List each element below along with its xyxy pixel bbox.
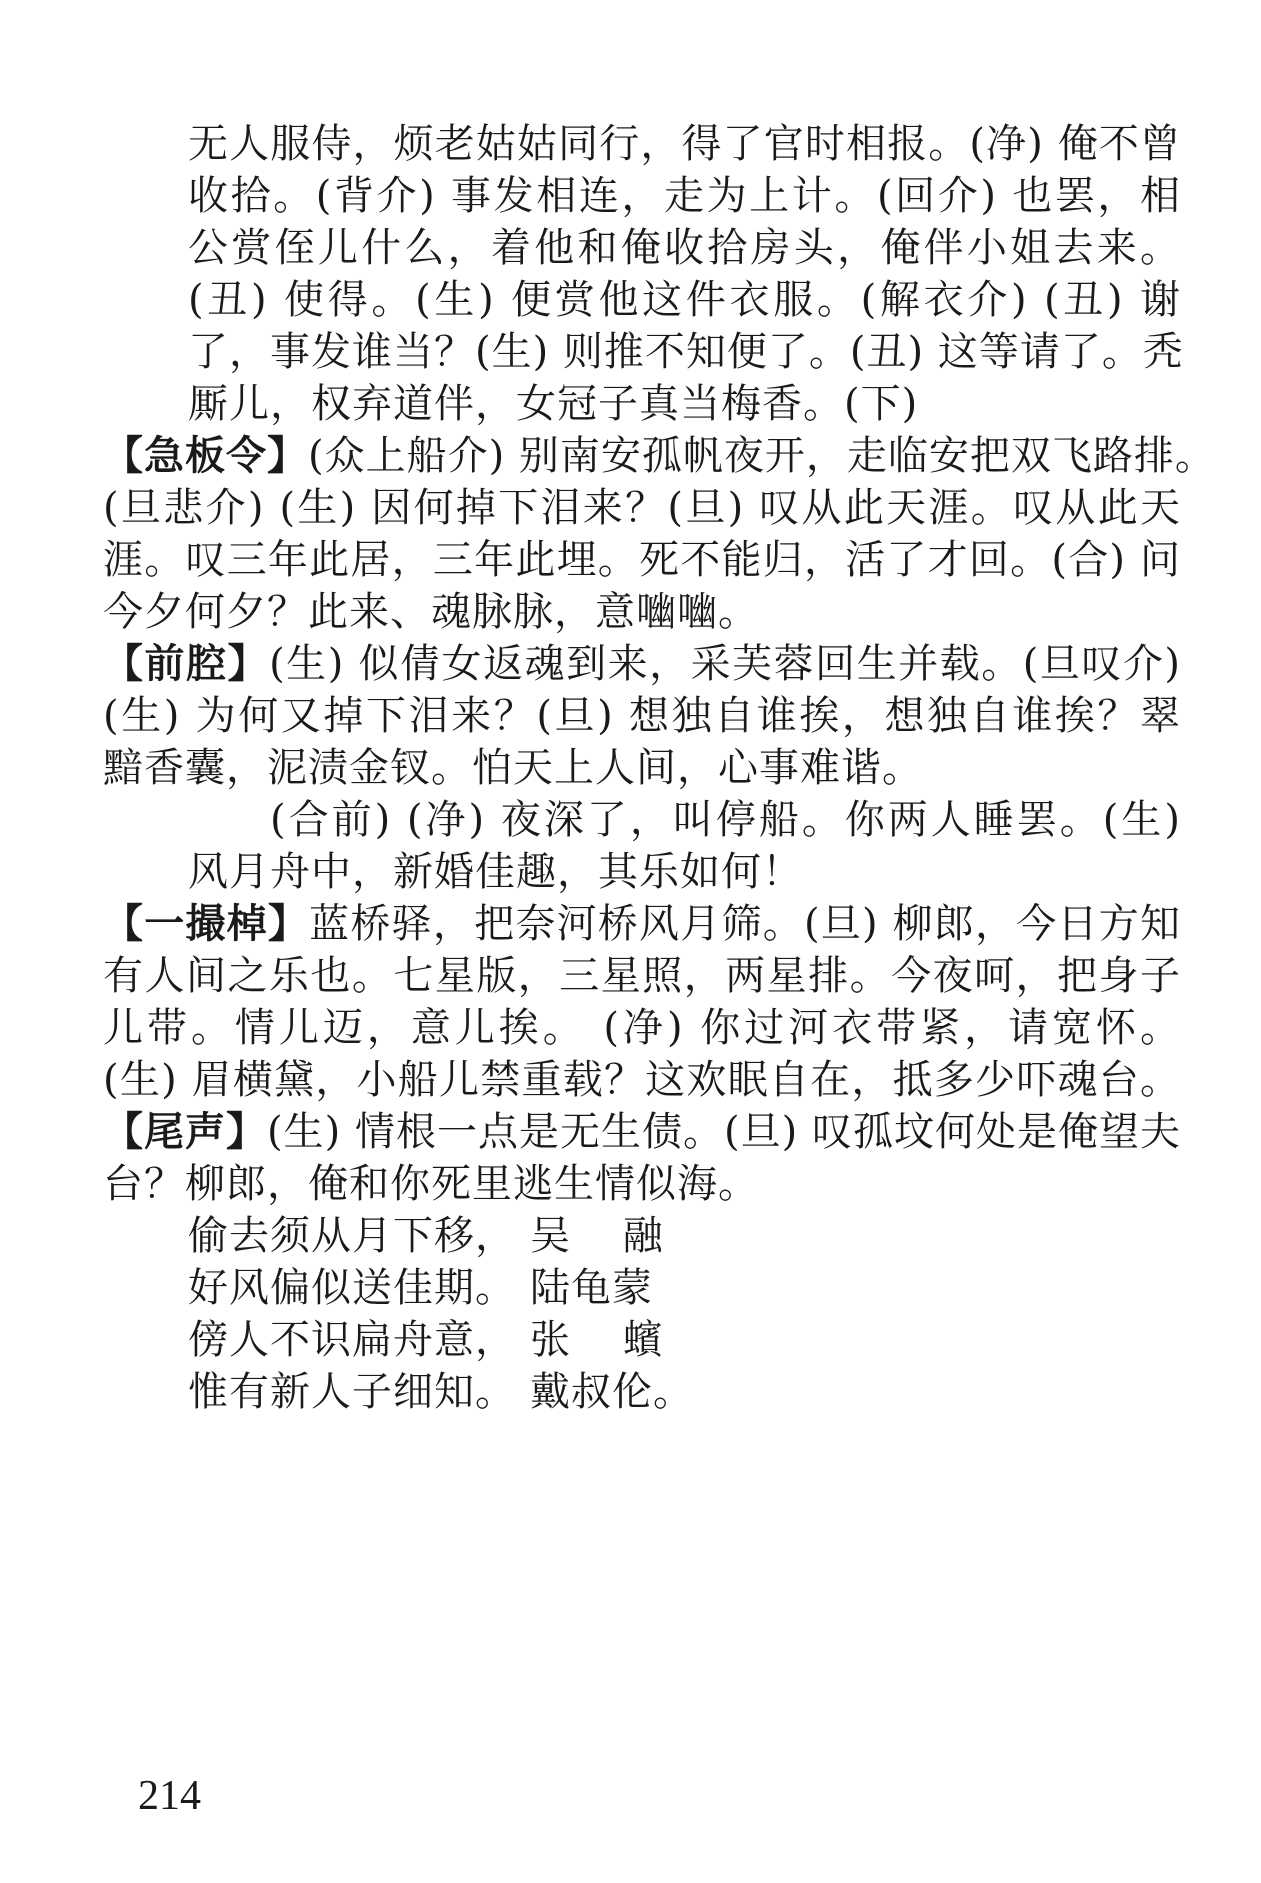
aria-text: 蓝桥驿，把奈河桥风月筛。(旦) 柳郎，今日方知 bbox=[309, 901, 1181, 947]
text-line: 涯。叹三年此居，三年此埋。死不能归，活了才回。(合) 问 bbox=[103, 537, 1181, 583]
text-line: 台？柳郎，俺和你死里逃生情似海。 bbox=[103, 1161, 759, 1207]
text-line: 无人服侍，烦老姑姑同行，得了官时相报。(净) 俺不曾 bbox=[188, 121, 1181, 167]
poem-verse: 惟有新人子细知。 bbox=[188, 1369, 516, 1415]
poem-poet: 陆龟蒙 bbox=[530, 1265, 653, 1311]
text-line: (生) 眉横黛，小船儿禁重载？这欢眠自在，抵多少吓魂台。 bbox=[103, 1057, 1181, 1103]
text-line: 厮儿，权弃道伴，女冠子真当梅香。(下) bbox=[188, 381, 919, 427]
text-line: 今夕何夕？此来、魂脉脉，意㗀㗀。 bbox=[103, 589, 759, 635]
text-line: 儿带。情儿迈，意儿挨。 (净) 你过河衣带紧，请宽怀。 bbox=[103, 1005, 1181, 1051]
text-line: 了，事发谁当？(生) 则推不知便了。(丑) 这等请了。秃 bbox=[188, 329, 1184, 375]
poem-verse: 偷去须从月下移， bbox=[188, 1213, 516, 1259]
poem-poet: 戴叔伦。 bbox=[530, 1369, 694, 1415]
aria-text: (生) 情根一点是无生债。(旦) 叹孤坟何处是俺望夫 bbox=[267, 1109, 1182, 1155]
text-line: 黯香囊，泥渍金钗。怕天上人间，心事难谐。 bbox=[103, 745, 923, 791]
tune-title: 【尾声】 bbox=[103, 1109, 268, 1155]
tune-title: 【前腔】 bbox=[103, 641, 270, 687]
text-line: (生) 为何又掉下泪来？(旦) 想独自谁挨，想独自谁挨？翠 bbox=[103, 693, 1181, 739]
text-line: (丑) 使得。(生) 便赏他这件衣服。(解衣介) (丑) 谢 bbox=[188, 277, 1181, 323]
aria-text: (生) 似倩女返魂到来，采芙蓉回生并载。(旦叹介) bbox=[269, 641, 1182, 687]
page-number: 214 bbox=[138, 1773, 201, 1819]
aria-text: (众上船介) 别南安孤帆夜开，走临安把双飞路排。 bbox=[308, 433, 1216, 479]
poem-verse: 傍人不识扁舟意， bbox=[188, 1317, 516, 1363]
poem-poet: 张 蠙 bbox=[530, 1317, 683, 1363]
text-line: (合前) (净) 夜深了，叫停船。你两人睡罢。(生) bbox=[270, 797, 1181, 843]
poem-line bbox=[188, 1361, 694, 1423]
tune-title: 【一撮棹】 bbox=[103, 901, 310, 947]
text-line: 收拾。(背介) 事发相连，走为上计。(回介) 也罢，相 bbox=[188, 173, 1181, 219]
text-line: (旦悲介) (生) 因何掉下泪来？(旦) 叹从此天涯。叹从此天 bbox=[103, 485, 1181, 531]
text-line: 风月舟中，新婚佳趣，其乐如何！ bbox=[188, 849, 803, 895]
tune-title: 【急板令】 bbox=[103, 433, 308, 479]
poem-verse: 好风偏似送佳期。 bbox=[188, 1265, 516, 1311]
poem-poet: 吴 融 bbox=[530, 1213, 683, 1259]
text-line: 有人间之乐也。七星版，三星照，两星排。今夜呵，把身子 bbox=[103, 953, 1181, 999]
text-line: 公赏侄儿什么，着他和俺收拾房头，俺伴小姐去来。 bbox=[188, 225, 1181, 271]
